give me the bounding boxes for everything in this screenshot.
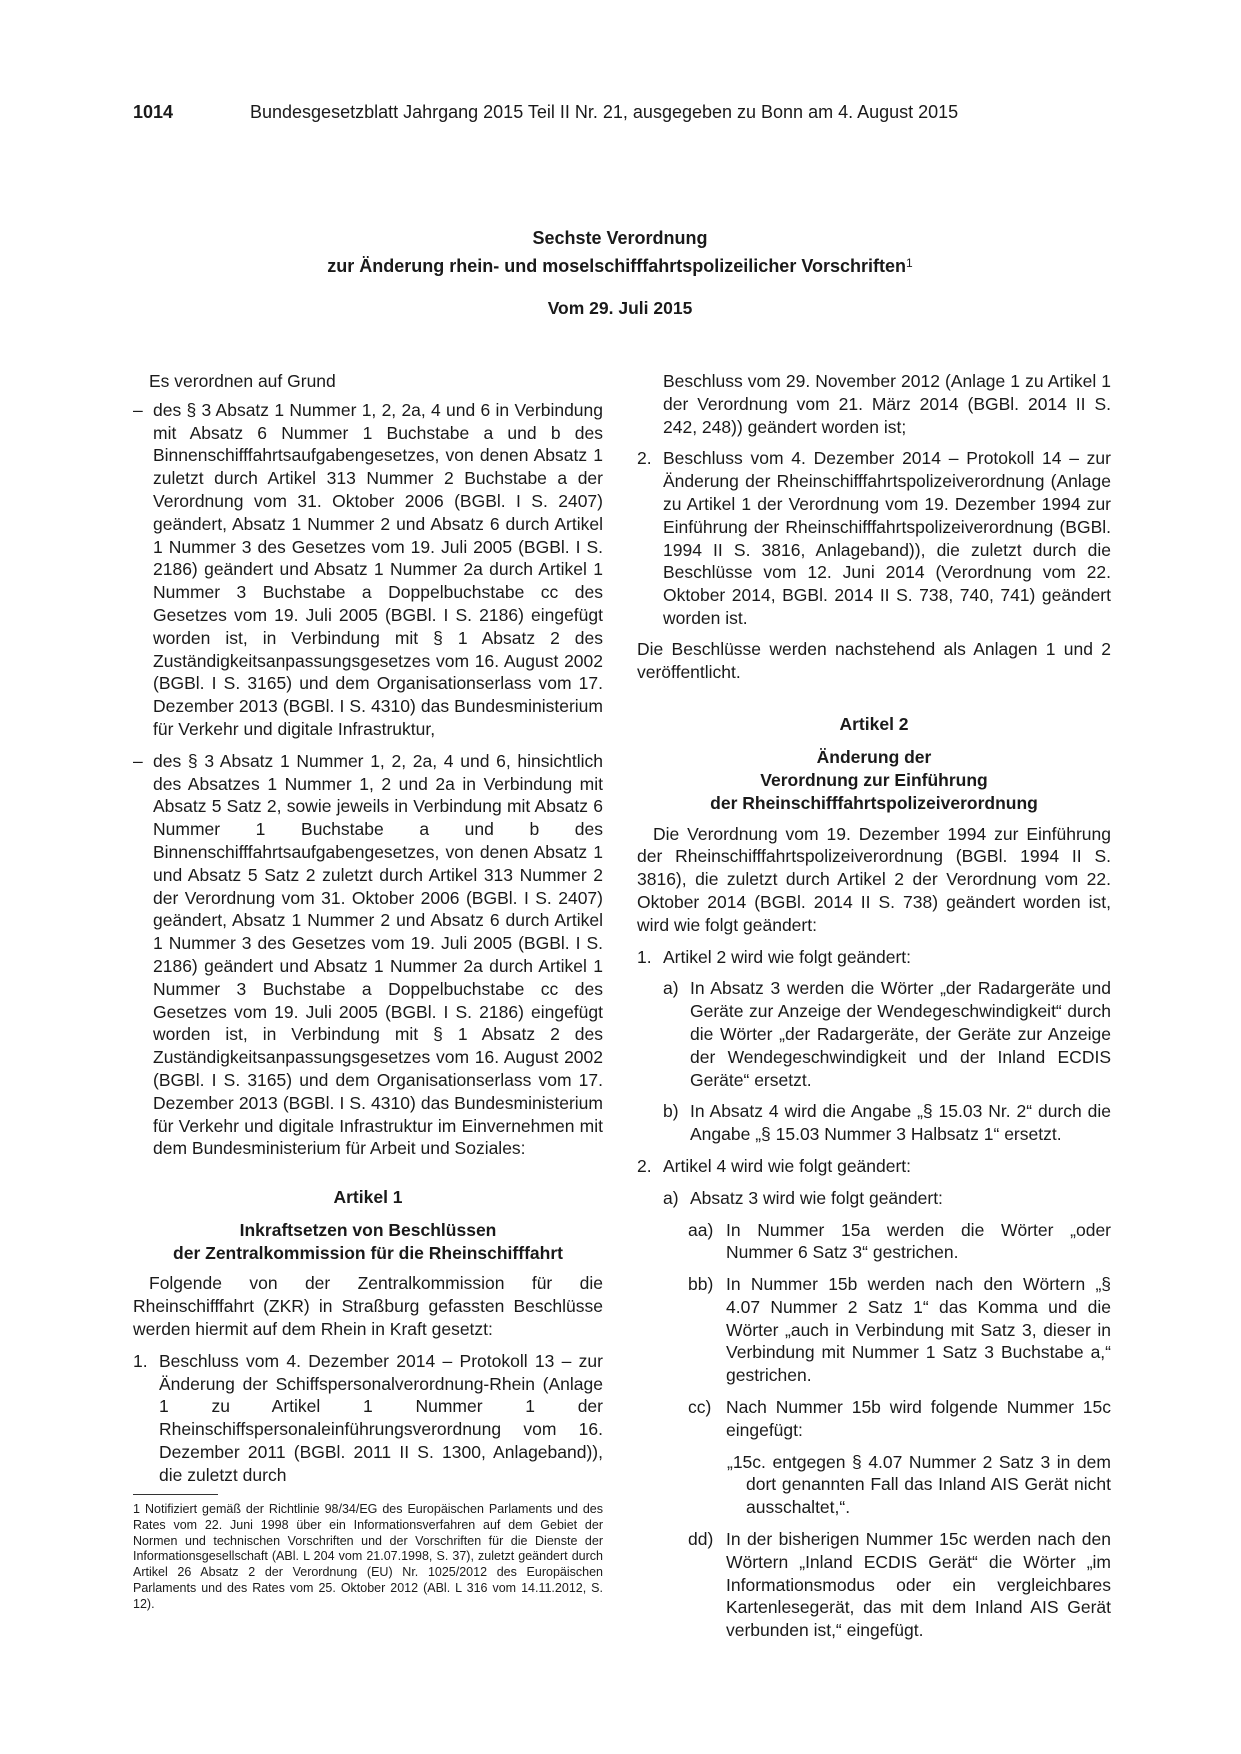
item-number: 2. (637, 1155, 652, 1176)
artikel-2-title-line-3: der Rheinschifffahrtspolizeiverordnung (710, 792, 1038, 813)
inserted-number-label: „15c. (727, 1451, 766, 1472)
page-number: 1014 (133, 102, 174, 122)
footnote-text: Notifiziert gemäß der Richtlinie 98/34/EG des Europäischen Parlaments und des Rates vom 22. Juni 1998 über ein Informationsverfahren auf dem Gebiet der Normen und technischen Vorschriften und der Vorschriften für die Dienste der Informationsgesellschaft (ABl. L 204 vom 21.07.1998, S. 37), zuletzt geändert durch Artikel 26 Absatz 2 der Verordnung (EU) Nr. 1025/2012 des Europäischen Parlaments und des Rates vom 25. Oktober 2012 (ABl. L 316 vom 14.11.2012, S. 12). (133, 1502, 603, 1611)
artikel-2-intro: Die Verordnung vom 19. Dezember 1994 zur Einführung der Rheinschifffahrtspolizeiverordnung (BGBl. 1994 II S. 3816), die zuletzt durch Artikel 2 der Verordnung vom 22. Oktober 2014 (BGBl. 2014 II S. 738) geändert worden ist, wird wie folgt geändert: (637, 823, 1111, 935)
artikel-2-item-2a-aa (637, 1219, 1111, 1265)
artikel-2-item-dd-text: In der bisherigen Nummer 15c werden nach den Wörtern „Inland ECDIS Gerät“ die Wörter „im Informationsmodus oder ein vergleichbares Kartenlesegerät, das mit dem Inland AIS Gerät verbunden ist,“ eingefügt. (726, 1529, 1111, 1641)
title-line-1: Sechste Verordnung (532, 228, 708, 248)
item-double-letter: bb) (688, 1274, 714, 1295)
preamble-item-2 (133, 750, 603, 1160)
document-date: Vom 29. Juli 2015 (547, 298, 693, 318)
artikel-1-item-1 (133, 1350, 603, 1487)
artikel-2-item-1 (637, 946, 1111, 969)
item-number: 1. (637, 946, 652, 967)
artikel-2-item-1a (637, 977, 1111, 1091)
artikel-2-item-2a-cc (637, 1396, 1111, 1442)
artikel-2-title (637, 746, 1111, 814)
artikel-2-item-1b (637, 1100, 1111, 1146)
artikel-1-closing: Die Beschlüsse werden nachstehend als Anlagen 1 und 2 veröffentlicht. (637, 638, 1111, 682)
artikel-2-item-2a-bb (637, 1273, 1111, 1387)
footnote-separator (133, 1494, 218, 1495)
artikel-1-item-1-continued (637, 370, 1111, 438)
document-title (133, 226, 1107, 279)
footnote-marker: 1 (133, 1502, 140, 1516)
artikel-2-item-2a-text: Absatz 3 wird wie folgt geändert: (690, 1187, 943, 1208)
artikel-2-item-2a (637, 1187, 1111, 1210)
artikel-1-item-2-text: Beschluss vom 4. Dezember 2014 – Protokoll 14 – zur Änderung der Rheinschifffahrtspolizeiverordnung (Anlage zu Artikel 1 der Verordnung vom 19. Dezember 1994 zur Einführung der Rheinschifffahrtspolizeiverordnung (BGBl. 1994 II S. 3816, Anlageband)), die zuletzt durch die Beschlüsse vom 12. Juni 2014 (Verordnung vom 22. Oktober 2014, BGBl. 2014 II S. 738, 740, 741) geändert worden ist. (663, 448, 1111, 628)
artikel-2-item-2a-dd (637, 1528, 1111, 1642)
artikel-2-item-aa-text: In Nummer 15a werden die Wörter „oder Nummer 6 Satz 3“ gestrichen. (726, 1219, 1111, 1263)
artikel-1-title-line-2: der Zentralkommission für die Rheinschifffahrt (173, 1242, 563, 1263)
artikel-2-title-line-1: Änderung der (816, 747, 932, 768)
right-column (637, 370, 1111, 1642)
preamble-item-1 (133, 399, 603, 741)
item-number: 2. (637, 448, 652, 469)
artikel-1-title (133, 1219, 603, 1265)
preamble-item-1-text: des § 3 Absatz 1 Nummer 1, 2, 2a, 4 und 6 in Verbindung mit Absatz 6 Nummer 1 Buchstabe a und b des Binnenschifffahrtsaufgabengesetzes, von denen Absatz 1 zuletzt durch Artikel 313 Nummer 2 Buchstabe a der Verordnung vom 31. Oktober 2006 (BGBl. I S. 2407) geändert, Absatz 1 Nummer 2 und Absatz 6 durch Artikel 1 Nummer 3 des Gesetzes vom 19. Juli 2005 (BGBl. I S. 2186) geändert und Absatz 1 Nummer 2a durch Artikel 1 Nummer 3 Buchstabe a Doppelbuchstabe cc des Gesetzes vom 19. Juli 2005 (BGBl. I S. 2186) eingefügt worden ist, in Verbindung mit § 1 Absatz 2 des Zuständigkeitsanpassungsgesetzes vom 16. August 2002 (BGBl. I S. 3165) und dem Organisationserlass vom 17. Dezember 2013 (BGBl. I S. 4310) das Bundesministerium für Verkehr und digitale Infrastruktur, (153, 399, 603, 739)
artikel-1-item-1-text-part-2: Beschluss vom 29. November 2012 (Anlage 1 zu Artikel 1 der Verordnung vom 21. März 2014 (BGBl. 2014 II S. 242, 248)) geändert worden ist; (663, 371, 1111, 437)
inserted-number-15c (637, 1451, 1111, 1519)
left-column (133, 370, 603, 1487)
artikel-1-title-line-1: Inkraftsetzen von Beschlüssen (239, 1219, 497, 1240)
artikel-1-item-1-text-part-1: Beschluss vom 4. Dezember 2014 – Protokoll 13 – zur Änderung der Schiffspersonalverordnung-Rhein (Anlage 1 zu Artikel 1 Nummer 1 der Rheinschiffspersonaleinführungsverordnung vom 16. Dezember 2011 (BGBl. 2011 II S. 1300, Anlageband)), die zuletzt durch (159, 1350, 603, 1485)
artikel-1-heading: Artikel 1 (333, 1187, 403, 1208)
artikel-2-item-1b-text: In Absatz 4 wird die Angabe „§ 15.03 Nr. 2“ durch die Angabe „§ 15.03 Nummer 3 Halbsatz 1“ ersetzt. (690, 1101, 1111, 1145)
title-line-2-wrap (133, 251, 1107, 279)
artikel-2-item-cc-text: Nach Nummer 15b wird folgende Nummer 15c eingefügt: (726, 1397, 1111, 1440)
running-header (133, 100, 1108, 124)
artikel-1-intro: Folgende von der Zentralkommission für die Rheinschifffahrt (ZKR) in Straßburg gefassten Beschlüsse werden hiermit auf dem Rhein in Kraft gesetzt: (133, 1273, 603, 1340)
artikel-2-item-2-text: Artikel 4 wird wie folgt geändert: (663, 1155, 912, 1176)
inserted-number-text: entgegen § 4.07 Nummer 2 Satz 3 in dem dort genannten Fall das Inland AIS Gerät nicht ausschaltet,“. (746, 1451, 1111, 1518)
title-line-2: zur Änderung rhein- und moselschifffahrtspolizeilicher Vorschriften (327, 256, 907, 276)
artikel-1-item-2 (637, 447, 1111, 629)
item-double-letter: dd) (688, 1529, 714, 1550)
gazette-title: Bundesgesetzblatt Jahrgang 2015 Teil II Nr. 21, ausgegeben zu Bonn am 4. August 2015 (250, 102, 959, 122)
preamble-intro: Es verordnen auf Grund (149, 371, 336, 391)
item-letter: b) (663, 1101, 679, 1122)
preamble-item-2-text: des § 3 Absatz 1 Nummer 1, 2, 2a, 4 und 6, hinsichtlich des Absatzes 1 Nummer 1, 2 und 2a in Verbindung mit Absatz 5 Satz 2, sowie jeweils in Verbindung mit Absatz 6 Nummer 1 Buchstabe a und b des Binnenschifffahrtsaufgabengesetzes, von denen Absatz 1 und Absatz 5 Satz 2 zuletzt durch Artikel 313 Nummer 2 der Verordnung vom 31. Oktober 2006 (BGBl. I S. 2407) geändert, Absatz 1 Nummer 2 und Absatz 6 durch Artikel 1 Nummer 3 des Gesetzes vom 19. Juli 2005 (BGBl. I S. 2186) geändert und Absatz 1 Nummer 2a durch Artikel 1 Nummer 3 Buchstabe a Doppelbuchstabe cc des Gesetzes vom 19. Juli 2005 (BGBl. I S. 2186) eingefügt worden ist, in Verbindung mit § 1 Absatz 2 des Zuständigkeitsanpassungsgesetzes vom 16. August 2002 (BGBl. I S. 3165) und dem Organisationserlass vom 17. Dezember 2013 (BGBl. I S. 4310) das Bundesministerium für Verkehr und digitale Infrastruktur im Einvernehmen mit dem Bundesministerium für Arbeit und Soziales: (153, 750, 603, 1159)
artikel-2-item-2 (637, 1155, 1111, 1178)
item-double-letter: cc) (688, 1397, 712, 1418)
footnote-reference: 1 (906, 256, 913, 270)
artikel-2-item-bb-text: In Nummer 15b werden nach den Wörtern „§ 4.07 Nummer 2 Satz 1“ das Komma und die Wörter „auch in Verbindung mit Satz 3, dieser in Verbindung mit Nummer 1 Satz 3 Buchstabe a,“ gestrichen. (726, 1274, 1111, 1386)
artikel-2-heading: Artikel 2 (839, 714, 909, 735)
item-letter: a) (663, 978, 679, 999)
item-double-letter: aa) (688, 1219, 714, 1240)
artikel-2-title-line-2: Verordnung zur Einführung (760, 769, 988, 790)
artikel-2-item-1a-text: In Absatz 3 werden die Wörter „der Radargeräte und Geräte zur Anzeige der Wendegeschwindigkeit“ durch die Wörter „der Radargeräte, der Geräte zur Anzeige der Wendegeschwindigkeit und der Inland ECDIS Geräte“ ersetzt. (690, 978, 1111, 1090)
item-letter: a) (663, 1187, 679, 1208)
item-number: 1. (133, 1350, 148, 1371)
artikel-2-item-1-text: Artikel 2 wird wie folgt geändert: (663, 946, 912, 967)
footnote (133, 1502, 603, 1613)
dash-marker: – (133, 750, 143, 771)
dash-marker: – (133, 399, 143, 420)
